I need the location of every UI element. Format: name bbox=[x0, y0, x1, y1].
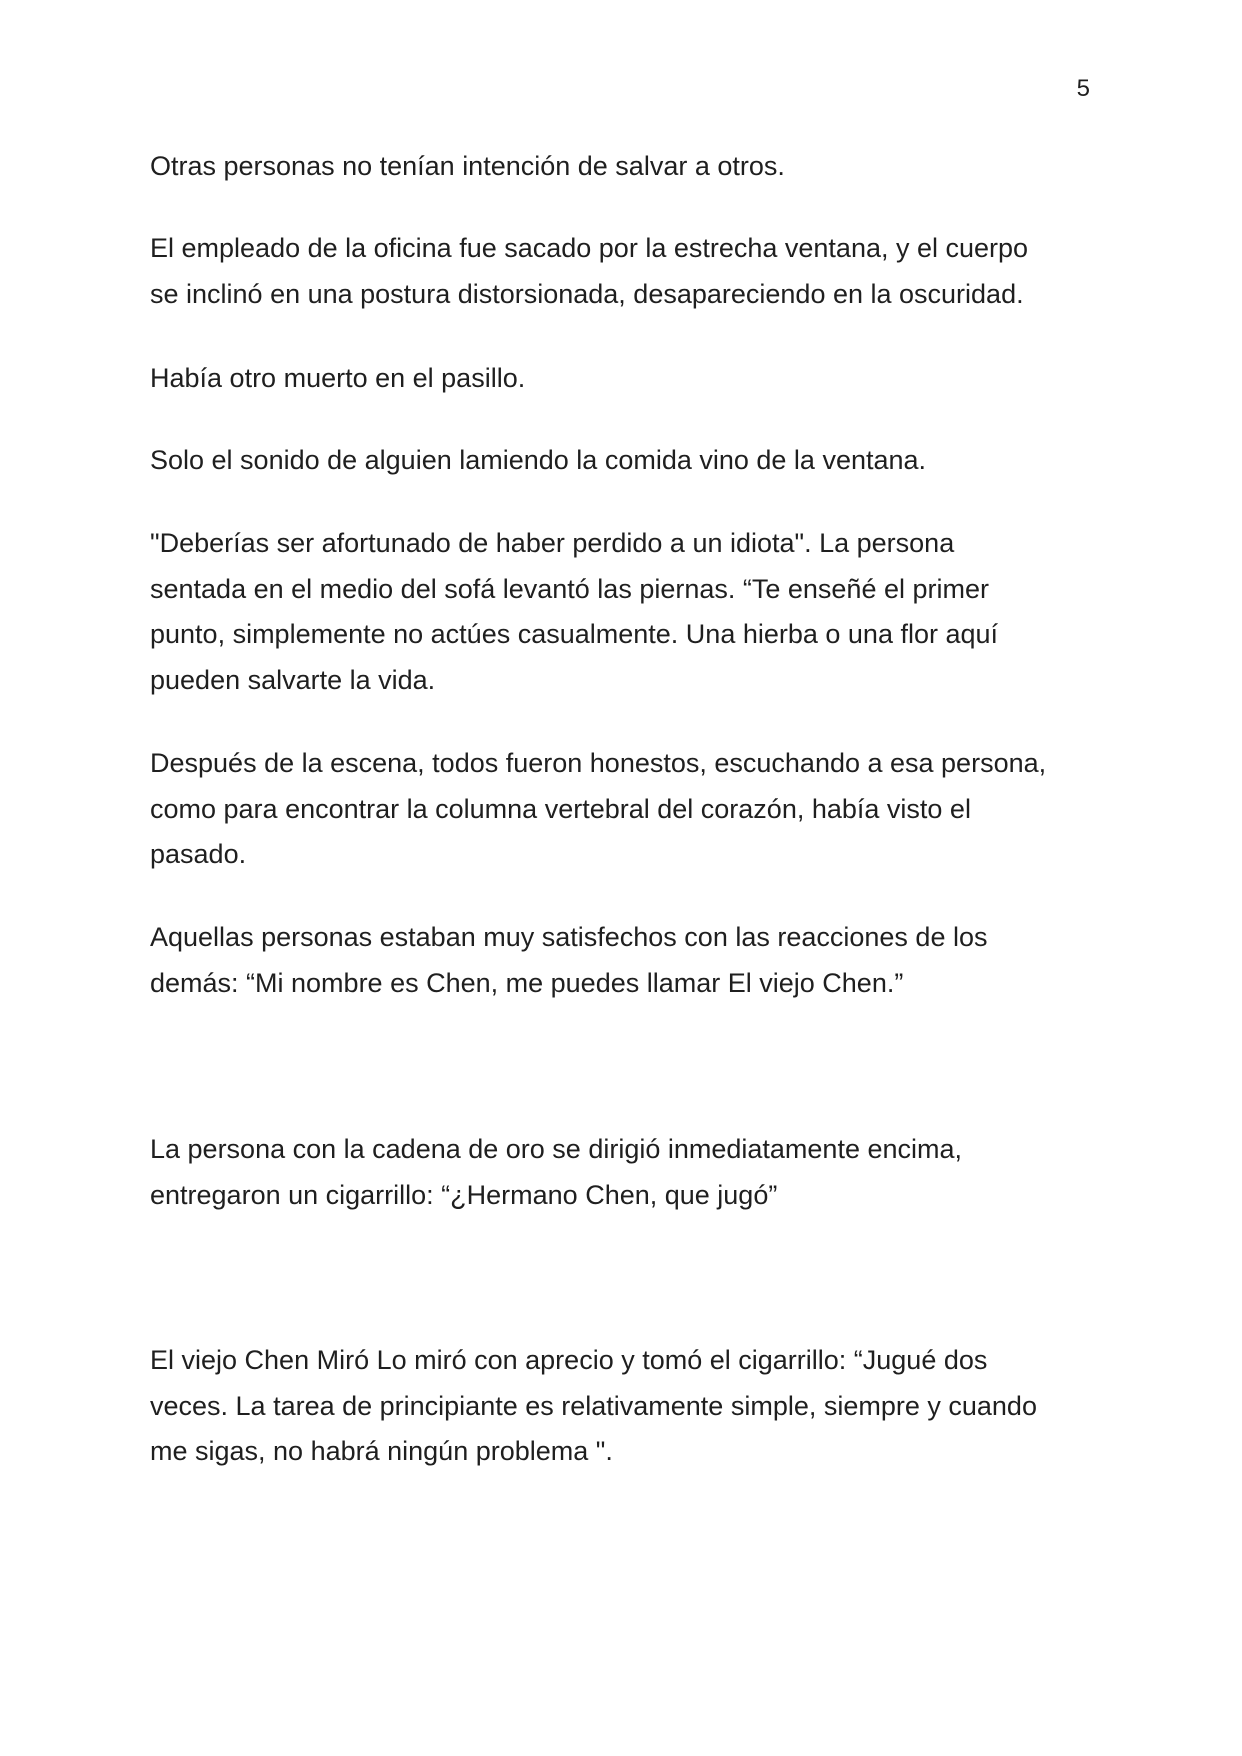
paragraph-line: sentada en el medio del sofá levantó las piernas. “Te enseñé el primer bbox=[150, 573, 989, 604]
paragraph-line: pasado. bbox=[150, 839, 247, 869]
paragraph-6 bbox=[150, 741, 1100, 878]
paragraph-line: Aquellas personas estaban muy satisfechos con las reacciones de los bbox=[150, 922, 988, 952]
paragraph-line: pueden salvarte la vida. bbox=[150, 664, 436, 695]
paragraph-7 bbox=[150, 915, 1100, 1006]
paragraph-line: El empleado de la oficina fue sacado por la estrecha ventana, y el cuerpo bbox=[150, 233, 1029, 263]
paragraph-8 bbox=[150, 1127, 1100, 1218]
paragraph-line: demás: “Mi nombre es Chen, me puedes llamar El viejo Chen.” bbox=[150, 967, 904, 998]
paragraph-line: se inclinó en una postura distorsionada, desapareciendo en la oscuridad. bbox=[150, 278, 1024, 309]
paragraph-line: Había otro muerto en el pasillo. bbox=[150, 363, 526, 393]
paragraph-line: como para encontrar la columna vertebral del corazón, había visto el bbox=[150, 793, 971, 824]
paragraph-line: Otras personas no tenían intención de salvar a otros. bbox=[150, 151, 785, 181]
paragraph-2 bbox=[150, 226, 1100, 317]
paragraph-1 bbox=[150, 144, 1100, 190]
paragraph-line: veces. La tarea de principiante es relativamente simple, siempre y cuando bbox=[150, 1390, 1037, 1421]
paragraph-line: Solo el sonido de alguien lamiendo la comida vino de la ventana. bbox=[150, 445, 927, 475]
paragraph-line: El viejo Chen Miró Lo miró con aprecio y tomó el cigarrillo: “Jugué dos bbox=[150, 1345, 988, 1375]
paragraph-9 bbox=[150, 1338, 1100, 1475]
paragraph-line: entregaron un cigarrillo: “¿Hermano Chen, que jugó” bbox=[150, 1179, 778, 1210]
paragraph-line: Después de la escena, todos fueron honestos, escuchando a esa persona, bbox=[150, 748, 1047, 778]
paragraph-4 bbox=[150, 438, 1100, 484]
paragraph-5 bbox=[150, 521, 1100, 703]
paragraph-line: La persona con la cadena de oro se dirigió inmediatamente encima, bbox=[150, 1134, 963, 1164]
paragraph-line: "Deberías ser afortunado de haber perdido a un idiota". La persona bbox=[150, 528, 955, 558]
paragraph-3 bbox=[150, 356, 1100, 402]
paragraph-line: me sigas, no habrá ningún problema ". bbox=[150, 1436, 613, 1466]
paragraph-line: punto, simplemente no actúes casualmente. Una hierba o una flor aquí bbox=[150, 619, 999, 649]
page-number: 5 bbox=[1076, 75, 1090, 102]
